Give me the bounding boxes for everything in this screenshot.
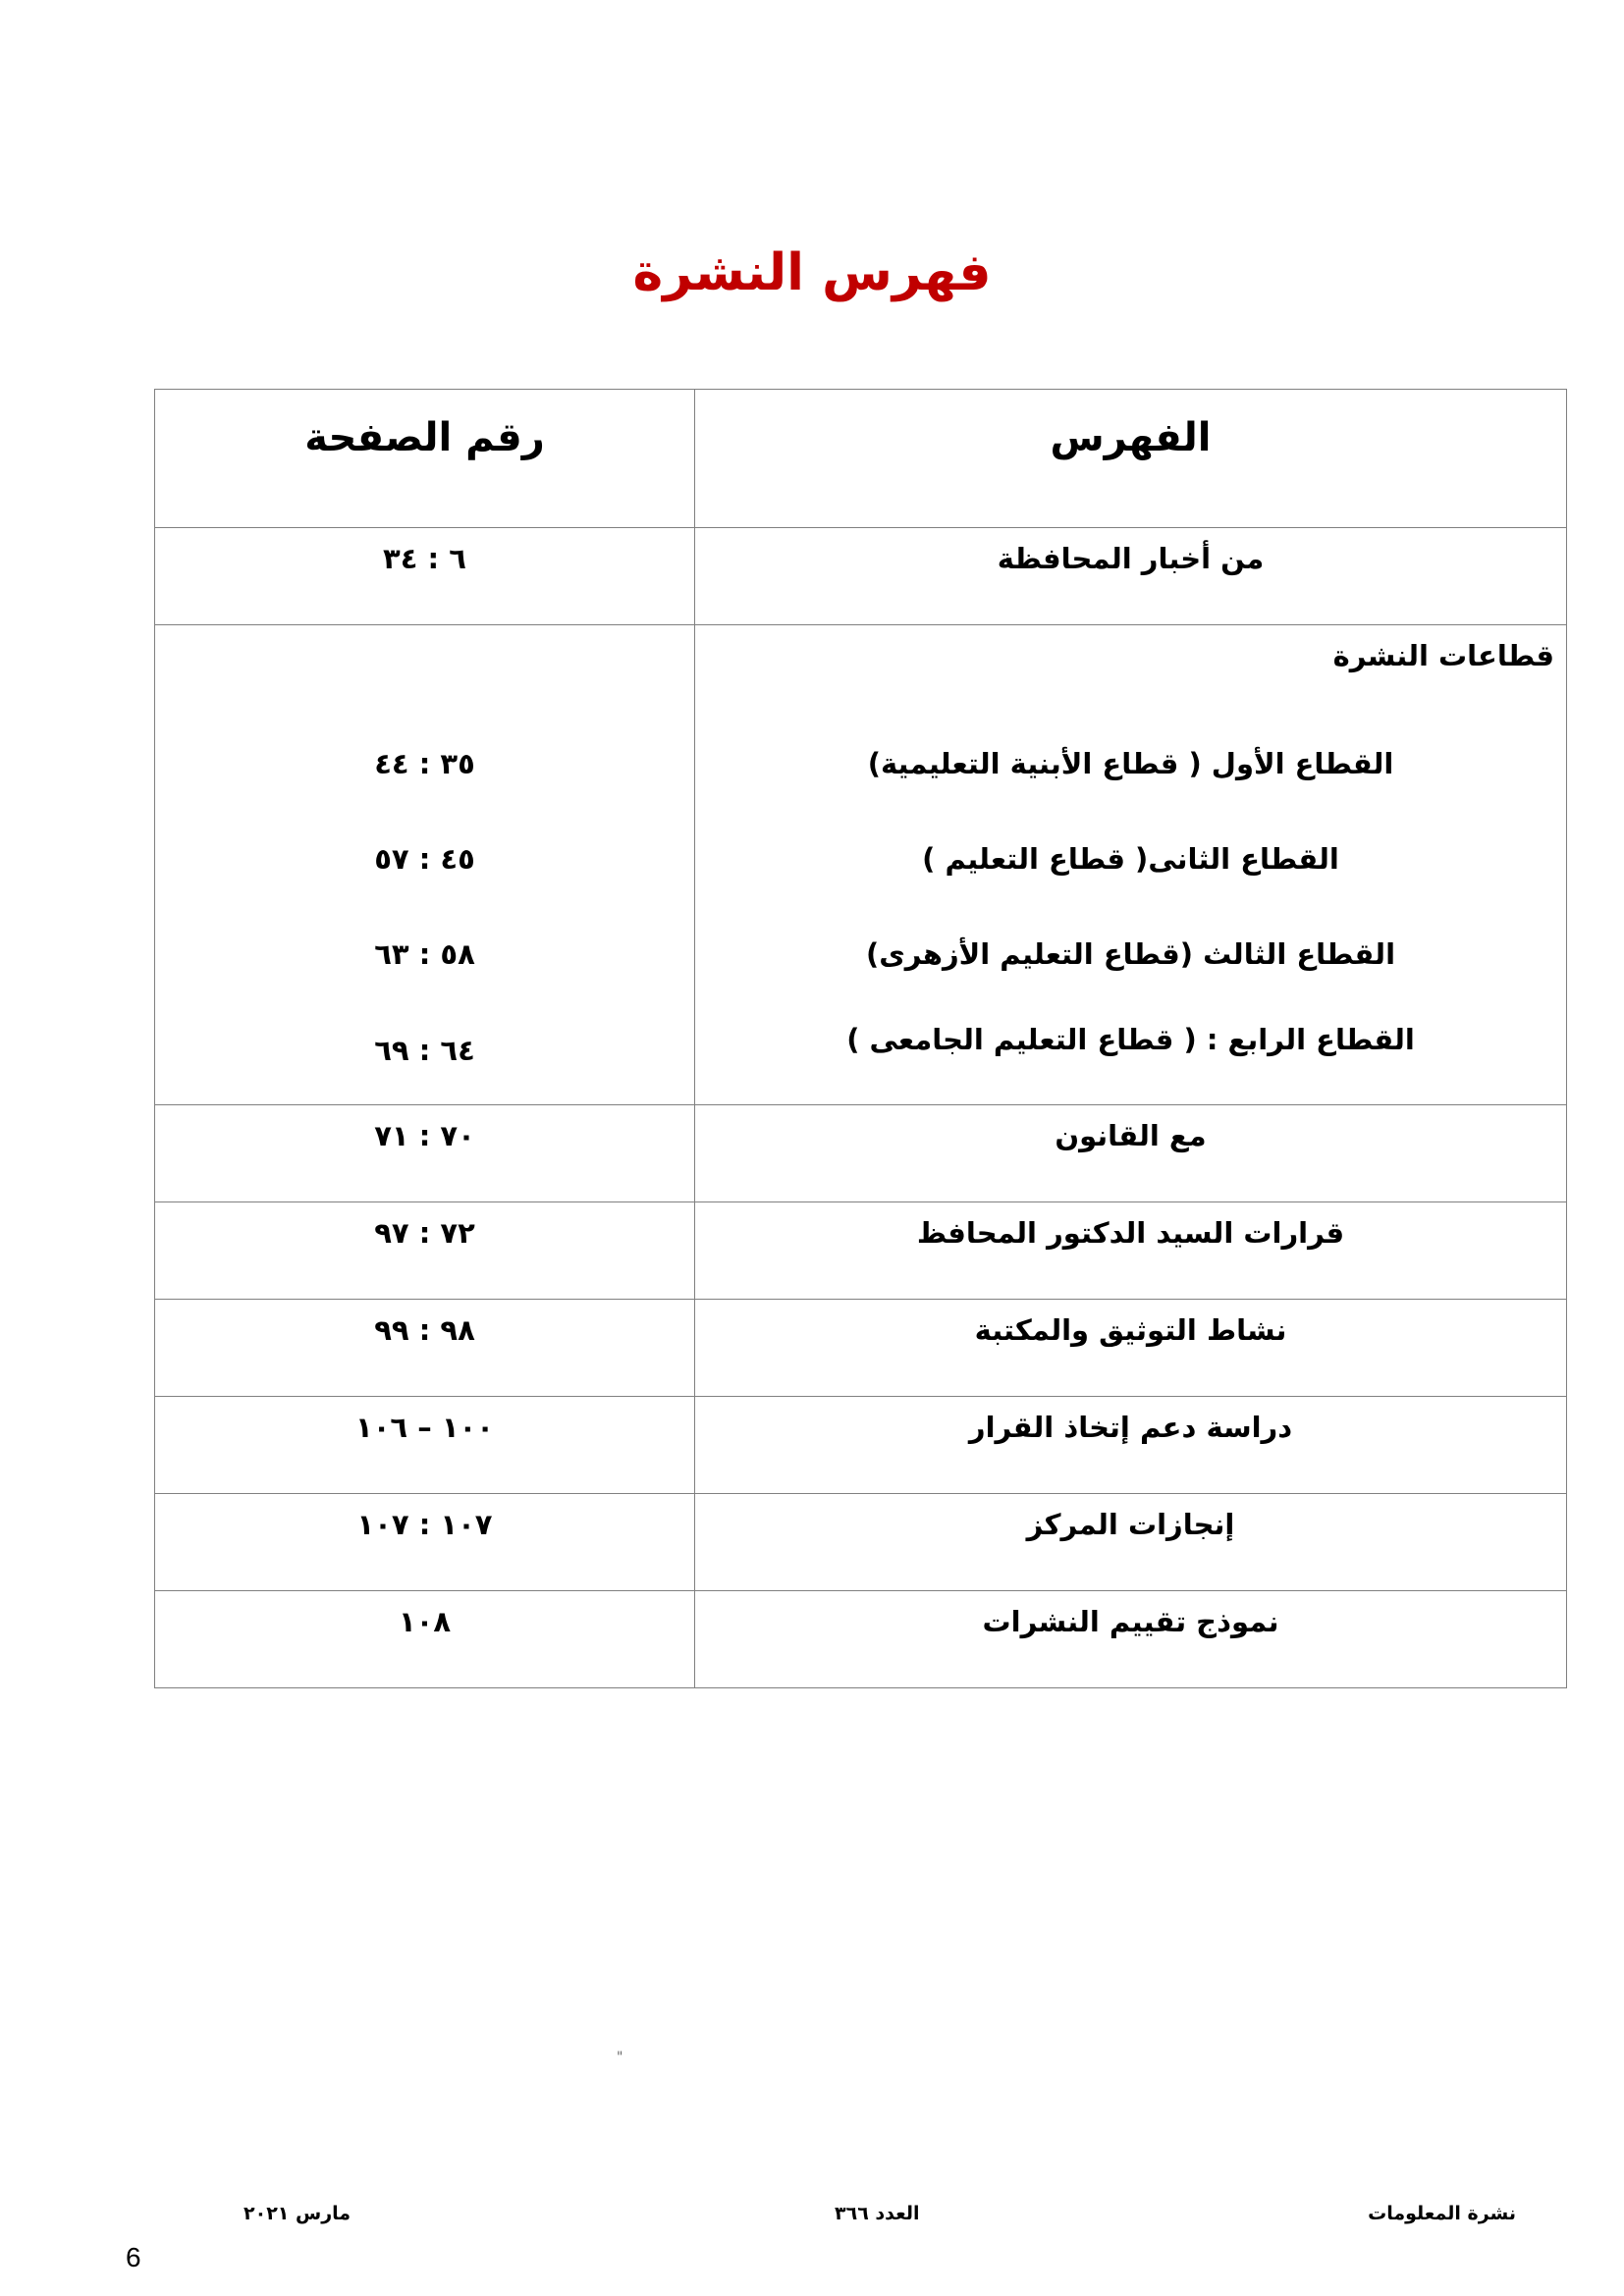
sector-pages-3: ٥٨ : ٦٣ — [374, 937, 475, 971]
page-number-header: رقم الصفحة — [155, 390, 695, 528]
footer-publication: نشرة المعلومات — [1368, 2203, 1516, 2224]
index-entry-cell: دراسة دعم إتخاذ القرار — [695, 1397, 1567, 1494]
sector-entry-4: القطاع الرابع : ( قطاع التعليم الجامعى ) — [846, 1023, 1415, 1056]
index-entry-cell: إنجازات المركز — [695, 1494, 1567, 1591]
table-row — [155, 1591, 1567, 1688]
page-range-cell: ٩٨ : ٩٩ — [155, 1300, 695, 1397]
sector-pages-4: ٦٤ : ٦٩ — [374, 1034, 475, 1067]
footer-issue: العدد ٣٦٦ — [835, 2203, 920, 2224]
table-row — [155, 1202, 1567, 1300]
index-entry-cell: مع القانون — [695, 1105, 1567, 1202]
page-range-cell: ٧٠ : ٧١ — [155, 1105, 695, 1202]
footer-date: مارس ٢٠٢١ — [244, 2203, 352, 2224]
page-range-cell: ١٠٨ — [155, 1591, 695, 1688]
page-range-cell: ٦ : ٣٤ — [155, 528, 695, 625]
page-number: 6 — [126, 2242, 141, 2272]
stray-mark: " — [617, 2050, 623, 2065]
table-row — [155, 1494, 1567, 1591]
page-title: فهرس النشرة — [632, 243, 992, 302]
index-header: الفهرس — [695, 390, 1567, 528]
sectors-pages-cell — [155, 625, 695, 1105]
index-table — [154, 389, 1567, 1688]
page-range-cell: ٧٢ : ٩٧ — [155, 1202, 695, 1300]
sector-pages-2: ٤٥ : ٥٧ — [374, 842, 475, 876]
sectors-index-cell — [695, 625, 1567, 1105]
index-entry-cell: نموذج تقييم النشرات — [695, 1591, 1567, 1688]
sector-pages-1: ٣٥ : ٤٤ — [374, 747, 475, 780]
table-header-row — [155, 390, 1567, 528]
sector-entry-2: القطاع الثانى( قطاع التعليم ) — [922, 842, 1339, 876]
sector-entry-1: القطاع الأول ( قطاع الأبنية التعليمية) — [867, 747, 1394, 780]
sectors-row — [155, 625, 1567, 1105]
table-row — [155, 1300, 1567, 1397]
table-row — [155, 528, 1567, 625]
page-range-cell: ١٠٧ : ١٠٧ — [155, 1494, 695, 1591]
index-entry-cell: قرارات السيد الدكتور المحافظ — [695, 1202, 1567, 1300]
index-entry-cell: من أخبار المحافظة — [695, 528, 1567, 625]
page-range-cell: ١٠٠ – ١٠٦ — [155, 1397, 695, 1494]
table-row — [155, 1397, 1567, 1494]
index-entry-cell: نشاط التوثيق والمكتبة — [695, 1300, 1567, 1397]
sectors-heading: قطاعات النشرة — [1332, 639, 1554, 672]
sector-entry-3: القطاع الثالث (قطاع التعليم الأزهرى) — [865, 937, 1396, 971]
table-row — [155, 1105, 1567, 1202]
